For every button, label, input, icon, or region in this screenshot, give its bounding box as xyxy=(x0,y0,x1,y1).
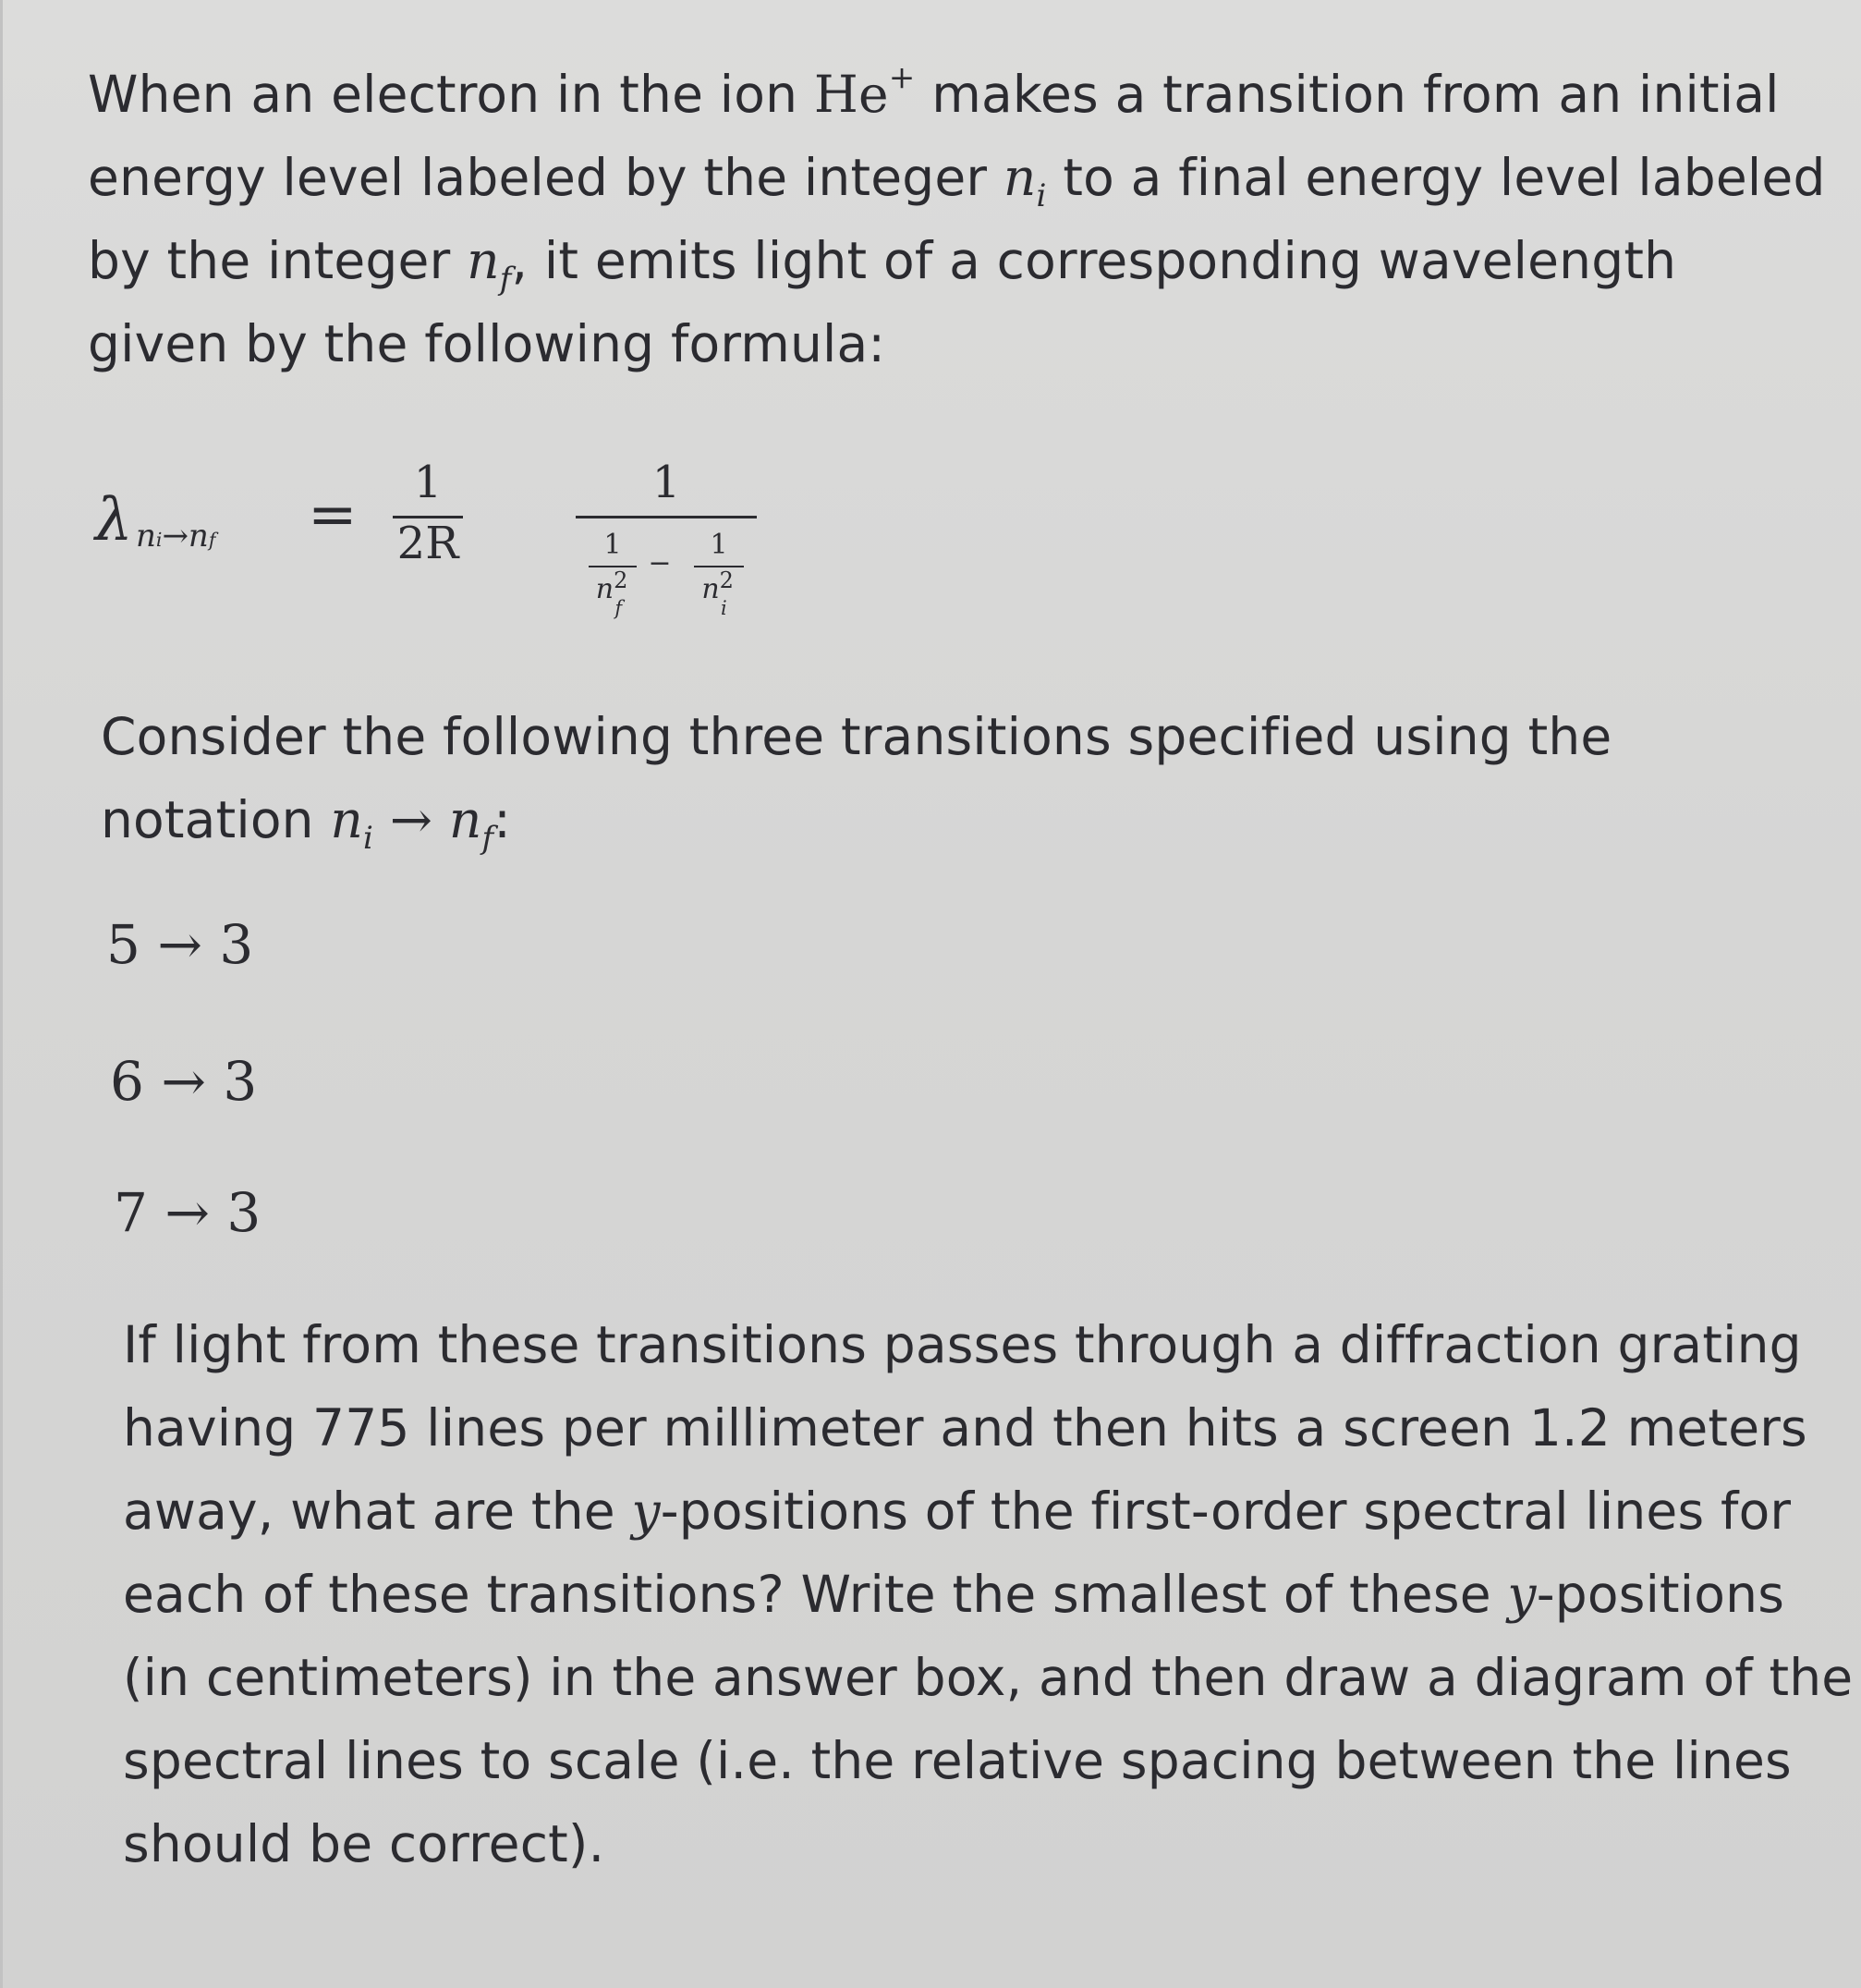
lambda-symbol: λ xyxy=(95,486,133,555)
intro-line-2: energy level labeled by the integer $n_i$ to a final energy level labeled xyxy=(88,148,1826,214)
term-b-numerator: 1 xyxy=(710,529,728,561)
fraction-2-numerator: 1 xyxy=(651,457,681,508)
ion-charge: + xyxy=(888,59,916,97)
question-line-2: having 775 lines per millimeter and then hits a screen 1.2 meters xyxy=(123,1398,1807,1457)
transition-6-3: 6 → 3 xyxy=(110,1050,258,1113)
term-a-numerator: 1 xyxy=(603,529,622,561)
consider-line-2: notation $n_i \to n_f$: xyxy=(101,790,511,857)
equals-sign: = xyxy=(308,481,358,549)
question-line-1: If light from these transitions passes through a diffraction grating xyxy=(123,1315,1802,1374)
question-line-4: each of these transitions? Write the smallest of these y-positions xyxy=(123,1565,1785,1624)
intro-line-3: by the integer $n_f$, it emits light of a corresponding wavelength xyxy=(88,231,1677,298)
transition-7-3: 7 → 3 xyxy=(114,1181,262,1244)
intro-line-4: given by the following formula: xyxy=(88,314,886,373)
question-line-3: away, what are the y-positions of the first-order spectral lines for xyxy=(123,1482,1792,1541)
fraction-1-denominator: 2R xyxy=(396,518,459,569)
consider-paragraph xyxy=(101,695,1612,861)
minus-sign: − xyxy=(648,547,672,579)
question-paragraph xyxy=(123,1303,1853,1885)
ion-symbol: He xyxy=(813,65,889,124)
n-i-symbol: n xyxy=(1003,148,1037,207)
intro-line-1: When an electron in the ion He+ makes a transition from an initial xyxy=(88,59,1780,124)
question-line-5: (in centimeters) in the answer box, and then draw a diagram of the xyxy=(123,1648,1854,1707)
fraction-2-bar xyxy=(576,516,757,518)
fraction-1-numerator: 1 xyxy=(413,457,443,508)
wavelength-formula xyxy=(95,444,734,647)
question-line-7: should be correct). xyxy=(123,1814,605,1873)
n-f-symbol: n xyxy=(467,231,500,290)
consider-line-1: Consider the following three transitions specified using the xyxy=(101,707,1612,766)
question-line-6: spectral lines to scale (i.e. the relative spacing between the lines xyxy=(123,1731,1792,1790)
intro-paragraph xyxy=(88,53,1826,385)
term-b-denominator: $n^2_i$ xyxy=(701,567,734,619)
transition-5-3: 5 → 3 xyxy=(106,913,254,976)
lambda-subscript: ni→nf xyxy=(136,518,216,555)
term-a-denominator: $n^2_f$ xyxy=(595,567,628,619)
